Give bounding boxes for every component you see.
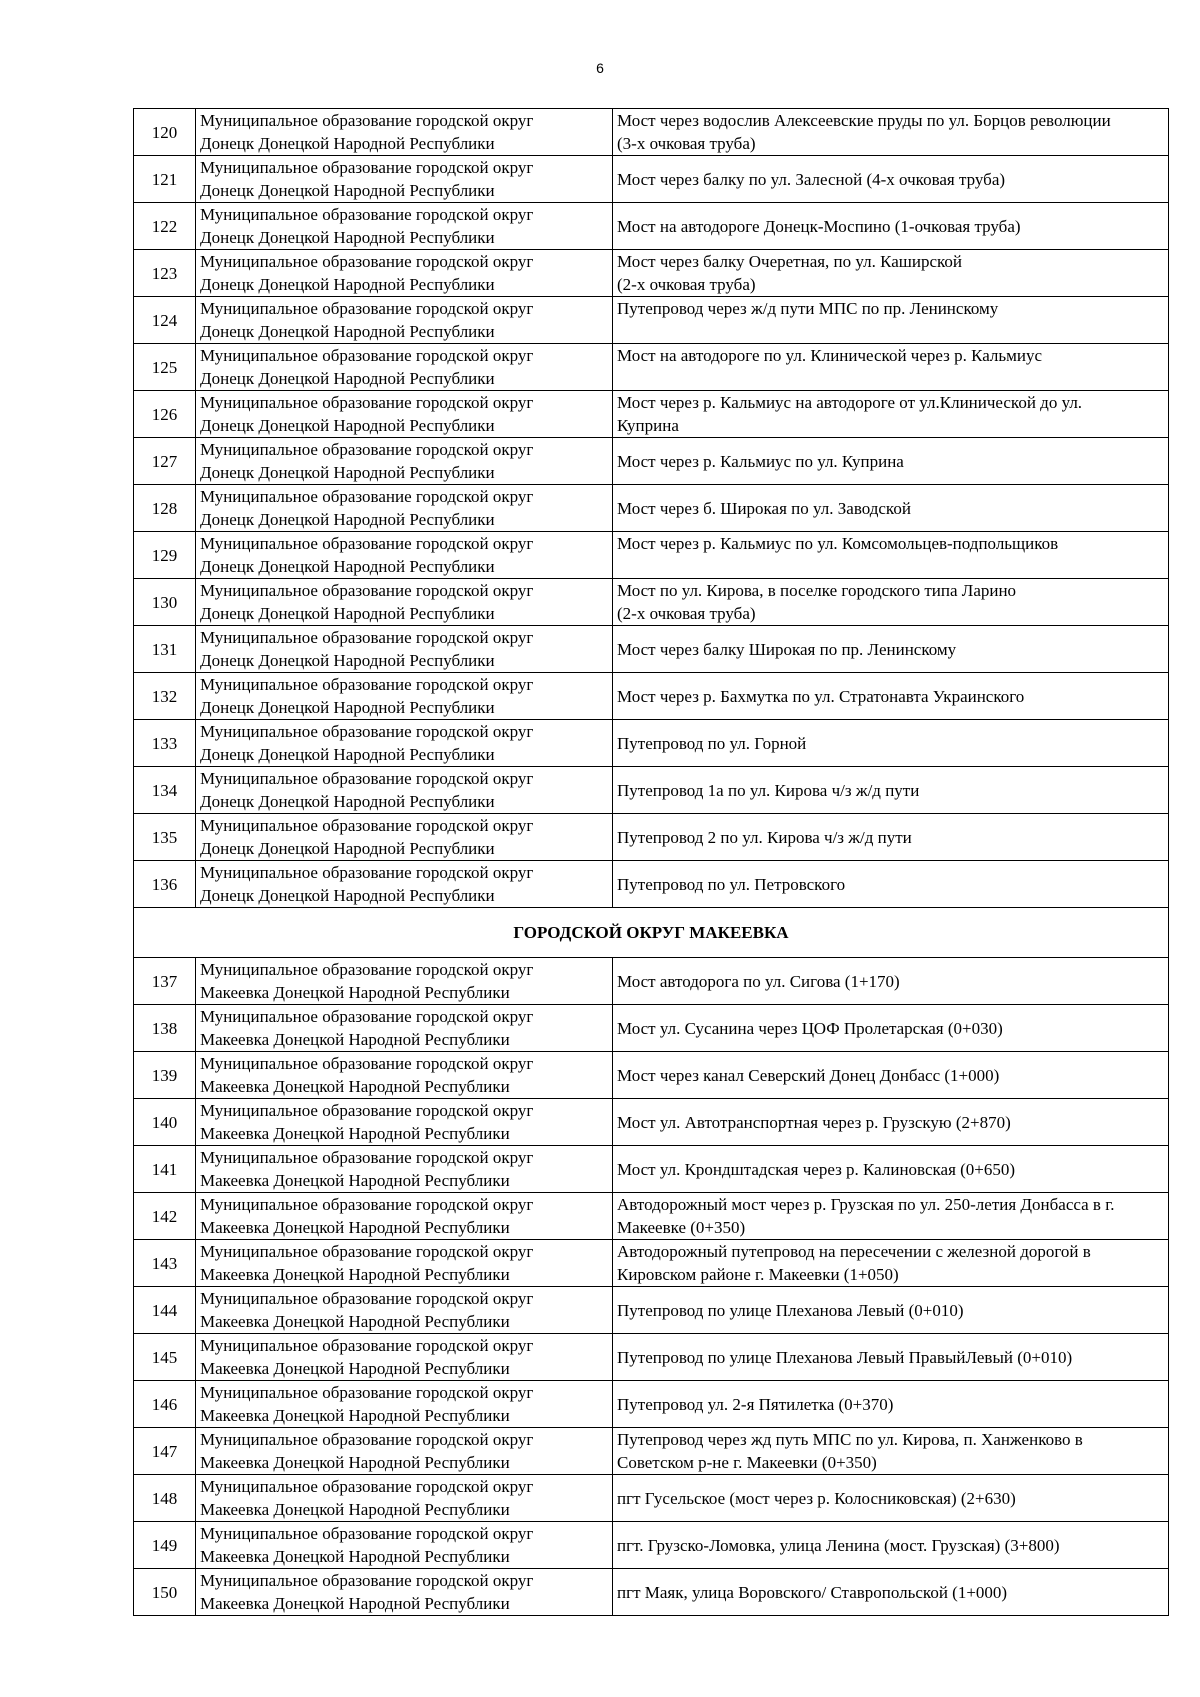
cell-line: Донецк Донецкой Народной Республики [200,134,495,153]
cell-line: Муниципальное образование городской округ [200,1289,534,1308]
municipality-cell [196,1522,613,1569]
object-cell [613,203,1169,250]
table-row [134,1428,1169,1475]
cell-line: Макеевка Донецкой Народной Республики [200,1077,510,1096]
cell-line: Муниципальное образование городской округ [200,1007,534,1026]
cell-line: Донецк Донецкой Народной Республики [200,228,495,247]
table-row [134,1052,1169,1099]
registry-table [133,108,1169,1616]
object-cell [613,1287,1169,1334]
table-row [134,203,1169,250]
cell-line [617,555,1164,578]
cell-line: Мост на автодороге по ул. Клинической через р. Кальмиус [617,346,1043,365]
municipality-cell [196,1428,613,1475]
object-cell [613,1005,1169,1052]
object-cell [613,485,1169,532]
row-number: 123 [134,250,196,297]
cell-line: Макеевке (0+350) [617,1218,746,1237]
row-number: 141 [134,1146,196,1193]
object-cell [613,1052,1169,1099]
row-number: 149 [134,1522,196,1569]
cell-line: Макеевка Донецкой Народной Республики [200,1594,510,1613]
cell-line: Донецк Донецкой Народной Республики [200,369,495,388]
cell-line: Мост на автодороге Донецк-Моспино (1-очковая труба) [617,216,1021,236]
table-row [134,438,1169,485]
cell-line: Путепровод по ул. Горной [617,733,807,753]
municipality-cell [196,109,613,156]
cell-line: Мост через балку Широкая по пр. Ленинскому [617,639,957,659]
cell-line: Донецк Донецкой Народной Республики [200,416,495,435]
object-cell [613,391,1169,438]
table-row [134,344,1169,391]
registry-table-body [134,109,1169,1616]
table-row [134,1240,1169,1287]
cell-line: Муниципальное образование городской округ [200,346,534,365]
cell-line: Мост ул. Автотранспортная через р. Грузскую (2+870) [617,1112,1011,1132]
cell-line: Донецк Донецкой Народной Республики [200,510,495,529]
cell-line: Муниципальное образование городской округ [200,863,534,882]
cell-line: Мост автодорога по ул. Сигова (1+170) [617,971,900,991]
cell-line: Путепровод по улице Плеханова Левый (0+010) [617,1300,964,1320]
cell-line: Макеевка Донецкой Народной Республики [200,1406,510,1425]
cell-line: Макеевка Донецкой Народной Республики [200,1124,510,1143]
cell-line: Мост через водослив Алексеевские пруды по ул. Борцов революции [617,111,1111,130]
table-row [134,579,1169,626]
cell-line: Путепровод 1а по ул. Кирова ч/з ж/д пути [617,780,920,800]
object-cell [613,579,1169,626]
cell-line: Путепровод через жд путь МПС по ул. Кирова, п. Ханженково в [617,1430,1083,1449]
cell-line: пгт Гусельское (мост через р. Колосниковская) (2+630) [617,1488,1016,1508]
row-number: 120 [134,109,196,156]
table-row [134,391,1169,438]
object-cell [613,250,1169,297]
cell-line: Донецк Донецкой Народной Республики [200,886,495,905]
row-number: 125 [134,344,196,391]
cell-line: Муниципальное образование городской округ [200,628,534,647]
cell-line: Муниципальное образование городской округ [200,1148,534,1167]
cell-line: Муниципальное образование городской округ [200,1477,534,1496]
table-row [134,626,1169,673]
cell-line: Автодорожный мост через р. Грузская по ул. 250-летия Донбасса в г. [617,1195,1115,1214]
object-cell [613,438,1169,485]
cell-line: Муниципальное образование городской округ [200,1383,534,1402]
table-row [134,109,1169,156]
municipality-cell [196,391,613,438]
cell-line: Макеевка Донецкой Народной Республики [200,1453,510,1472]
row-number: 146 [134,1381,196,1428]
object-cell [613,344,1169,391]
table-row [134,297,1169,344]
municipality-cell [196,1146,613,1193]
table-row [134,1146,1169,1193]
cell-line: (3-х очковая труба) [617,134,756,153]
table-row [134,767,1169,814]
table-row [134,250,1169,297]
row-number: 134 [134,767,196,814]
municipality-cell [196,1381,613,1428]
object-cell [613,1193,1169,1240]
cell-line: пгт. Грузско-Ломовка, улица Ленина (мост. Грузская) (3+800) [617,1535,1060,1555]
cell-line: Автодорожный путепровод на пересечении с железной дорогой в [617,1242,1091,1261]
cell-line: Муниципальное образование городской округ [200,1101,534,1120]
municipality-cell [196,767,613,814]
cell-line: Муниципальное образование городской округ [200,1195,534,1214]
table-row [134,1099,1169,1146]
row-number: 133 [134,720,196,767]
cell-line: Муниципальное образование городской округ [200,722,534,741]
row-number: 143 [134,1240,196,1287]
cell-line: Муниципальное образование городской округ [200,205,534,224]
cell-line: Донецк Донецкой Народной Республики [200,651,495,670]
object-cell [613,1240,1169,1287]
cell-line: Мост через р. Бахмутка по ул. Стратонавта Украинского [617,686,1025,706]
row-number: 140 [134,1099,196,1146]
cell-line: Макеевка Донецкой Народной Республики [200,1218,510,1237]
object-cell [613,1522,1169,1569]
cell-line [617,320,1164,343]
row-number: 135 [134,814,196,861]
cell-line: Мост по ул. Кирова, в поселке городского типа Ларино [617,581,1017,600]
object-cell [613,958,1169,1005]
table-row [134,814,1169,861]
row-number: 122 [134,203,196,250]
table-row [134,673,1169,720]
row-number: 132 [134,673,196,720]
cell-line: Путепровод через ж/д пути МПС по пр. Ленинскому [617,299,999,318]
cell-line: Путепровод по ул. Петровского [617,874,846,894]
object-cell [613,1381,1169,1428]
object-cell [613,109,1169,156]
table-row [134,1569,1169,1616]
object-cell [613,626,1169,673]
object-cell [613,1099,1169,1146]
row-number: 138 [134,1005,196,1052]
municipality-cell [196,344,613,391]
municipality-cell [196,438,613,485]
table-row [134,1522,1169,1569]
cell-line: Донецк Донецкой Народной Республики [200,275,495,294]
row-number: 121 [134,156,196,203]
row-number: 145 [134,1334,196,1381]
cell-line: Макеевка Донецкой Народной Республики [200,1171,510,1190]
cell-line: Муниципальное образование городской округ [200,252,534,271]
cell-line: Донецк Донецкой Народной Республики [200,322,495,341]
cell-line: Мост через б. Широкая по ул. Заводской [617,498,911,518]
cell-line: Муниципальное образование городской округ [200,299,534,318]
row-number: 131 [134,626,196,673]
municipality-cell [196,485,613,532]
municipality-cell [196,1334,613,1381]
cell-line: Макеевка Донецкой Народной Республики [200,1359,510,1378]
cell-line: Муниципальное образование городской округ [200,534,534,553]
municipality-cell [196,203,613,250]
cell-line: Муниципальное образование городской округ [200,960,534,979]
municipality-cell [196,156,613,203]
section-header-row [134,908,1169,958]
row-number: 139 [134,1052,196,1099]
municipality-cell [196,1005,613,1052]
municipality-cell [196,673,613,720]
municipality-cell [196,626,613,673]
table-row [134,958,1169,1005]
row-number: 150 [134,1569,196,1616]
cell-line: Муниципальное образование городской округ [200,1524,534,1543]
cell-line: Мост через канал Северский Донец Донбасс (1+000) [617,1065,1000,1085]
row-number: 126 [134,391,196,438]
municipality-cell [196,861,613,908]
cell-line: Мост через р. Кальмиус на автодороге от ул.Клинической до ул. [617,393,1083,412]
object-cell [613,1569,1169,1616]
cell-line: Донецк Донецкой Народной Республики [200,557,495,576]
object-cell [613,861,1169,908]
cell-line: Макеевка Донецкой Народной Республики [200,1500,510,1519]
row-number: 136 [134,861,196,908]
table-row [134,1193,1169,1240]
row-number: 137 [134,958,196,1005]
table-row [134,861,1169,908]
cell-line: пгт Маяк, улица Воровского/ Ставропольской (1+000) [617,1582,1008,1602]
object-cell [613,814,1169,861]
cell-line: Мост через балку Очеретная, по ул. Каширской [617,252,963,271]
object-cell [613,1334,1169,1381]
cell-line: Муниципальное образование городской округ [200,1242,534,1261]
object-cell [613,532,1169,579]
table-row [134,720,1169,767]
object-cell [613,1428,1169,1475]
page-number: 6 [596,60,604,76]
municipality-cell [196,720,613,767]
row-number: 129 [134,532,196,579]
table-row [134,1334,1169,1381]
object-cell [613,156,1169,203]
table-row [134,1005,1169,1052]
cell-line: (2-х очковая труба) [617,604,756,623]
cell-line: Макеевка Донецкой Народной Республики [200,1547,510,1566]
table-row [134,1287,1169,1334]
cell-line: Путепровод по улице Плеханова Левый ПравыйЛевый (0+010) [617,1347,1073,1367]
municipality-cell [196,1193,613,1240]
cell-line: Муниципальное образование городской округ [200,1054,534,1073]
row-number: 130 [134,579,196,626]
cell-line: Муниципальное образование городской округ [200,158,534,177]
municipality-cell [196,297,613,344]
cell-line: Муниципальное образование городской округ [200,440,534,459]
cell-line: Муниципальное образование городской округ [200,816,534,835]
cell-line: Муниципальное образование городской округ [200,769,534,788]
cell-line: Макеевка Донецкой Народной Республики [200,1265,510,1284]
cell-line: Муниципальное образование городской округ [200,111,534,130]
cell-line: Советском р-не г. Макеевки (0+350) [617,1453,877,1472]
table-row [134,1381,1169,1428]
cell-line: Мост через р. Кальмиус по ул. Комсомольцев-подпольщиков [617,534,1059,553]
cell-line: Муниципальное образование городской округ [200,581,534,600]
municipality-cell [196,1475,613,1522]
cell-line: Донецк Донецкой Народной Республики [200,745,495,764]
municipality-cell [196,1287,613,1334]
cell-line: Донецк Донецкой Народной Республики [200,792,495,811]
cell-line: Муниципальное образование городской округ [200,1571,534,1590]
cell-line: Мост ул. Крондштадская через р. Калиновская (0+650) [617,1159,1016,1179]
object-cell [613,1146,1169,1193]
object-cell [613,720,1169,767]
cell-line: Донецк Донецкой Народной Республики [200,604,495,623]
municipality-cell [196,1099,613,1146]
cell-line: Донецк Донецкой Народной Республики [200,839,495,858]
object-cell [613,1475,1169,1522]
cell-line: Макеевка Донецкой Народной Республики [200,1030,510,1049]
cell-line: Муниципальное образование городской округ [200,1430,534,1449]
row-number: 147 [134,1428,196,1475]
cell-line: Путепровод ул. 2-я Пятилетка (0+370) [617,1394,894,1414]
row-number: 127 [134,438,196,485]
municipality-cell [196,958,613,1005]
table-row [134,532,1169,579]
cell-line: Мост ул. Сусанина через ЦОФ Пролетарская (0+030) [617,1018,1003,1038]
row-number: 128 [134,485,196,532]
cell-line: Путепровод 2 по ул. Кирова ч/з ж/д пути [617,827,912,847]
object-cell [613,673,1169,720]
row-number: 142 [134,1193,196,1240]
cell-line: Муниципальное образование городской округ [200,675,534,694]
row-number: 124 [134,297,196,344]
municipality-cell [196,814,613,861]
table-row [134,485,1169,532]
row-number: 144 [134,1287,196,1334]
cell-line: Макеевка Донецкой Народной Республики [200,983,510,1002]
section-title: ГОРОДСКОЙ ОКРУГ МАКЕЕВКА [134,908,1169,958]
cell-line: Муниципальное образование городской округ [200,393,534,412]
municipality-cell [196,1569,613,1616]
cell-line: Донецк Донецкой Народной Республики [200,181,495,200]
municipality-cell [196,1240,613,1287]
cell-line: Кировском районе г. Макеевки (1+050) [617,1265,899,1284]
cell-line: Донецк Донецкой Народной Республики [200,463,495,482]
object-cell [613,297,1169,344]
cell-line: Макеевка Донецкой Народной Республики [200,1312,510,1331]
cell-line: Куприна [617,416,679,435]
cell-line: Мост через балку по ул. Залесной (4-х очковая труба) [617,169,1006,189]
cell-line: Муниципальное образование городской округ [200,487,534,506]
cell-line: Муниципальное образование городской округ [200,1336,534,1355]
cell-line: (2-х очковая труба) [617,275,756,294]
municipality-cell [196,1052,613,1099]
table-row [134,1475,1169,1522]
municipality-cell [196,250,613,297]
table-row [134,156,1169,203]
cell-line: Мост через р. Кальмиус по ул. Куприна [617,451,904,471]
municipality-cell [196,579,613,626]
cell-line: Донецк Донецкой Народной Республики [200,698,495,717]
municipality-cell [196,532,613,579]
cell-line [617,367,1164,390]
row-number: 148 [134,1475,196,1522]
object-cell [613,767,1169,814]
